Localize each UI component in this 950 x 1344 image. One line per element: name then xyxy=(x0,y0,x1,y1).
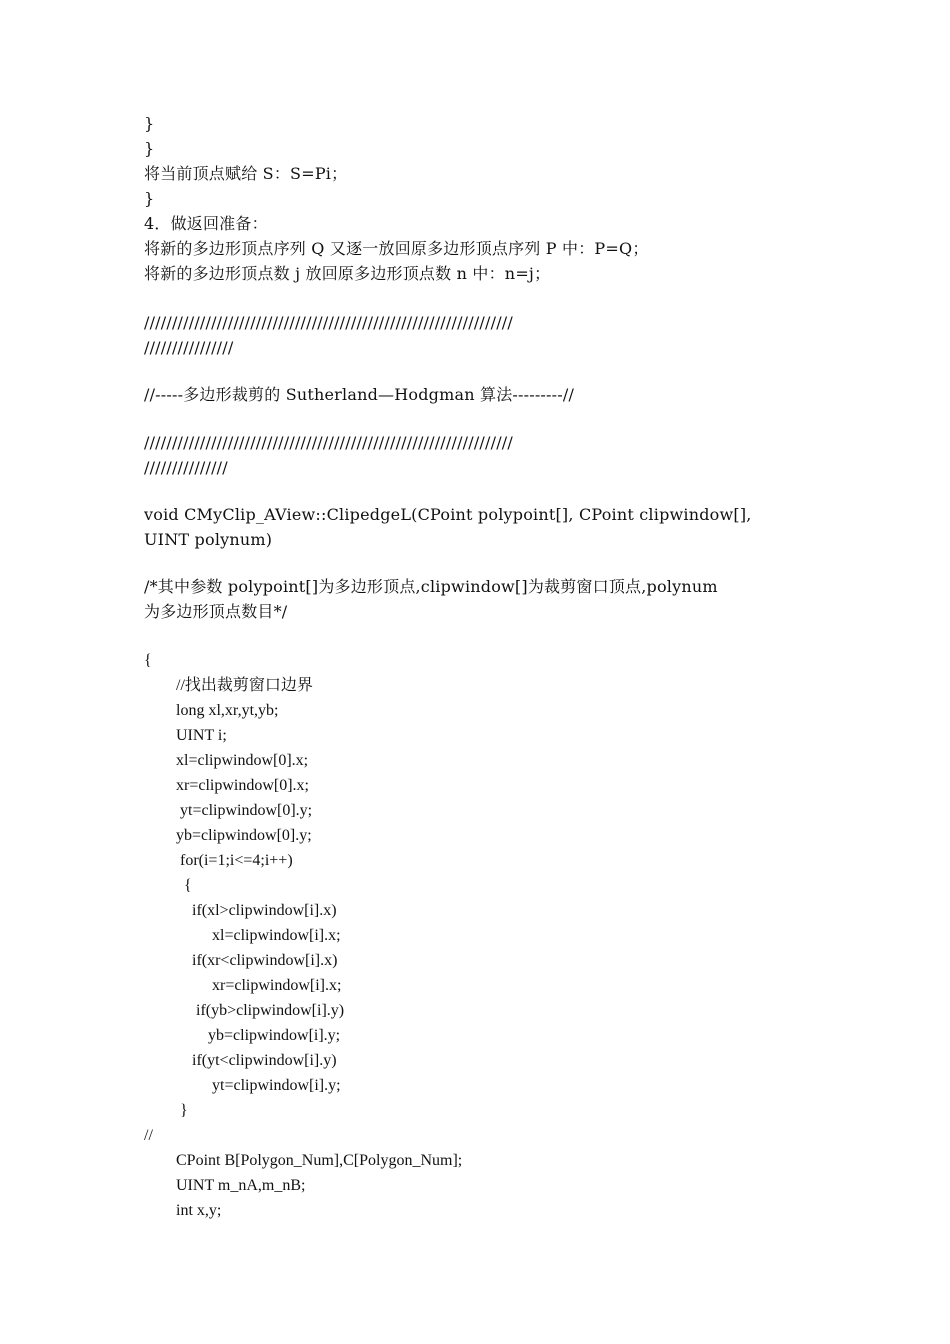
code-line: yb=clipwindow[0].y; xyxy=(144,827,312,844)
parameter-comment: 为多边形顶点数目*/ xyxy=(144,602,288,621)
code-line: yt=clipwindow[i].y; xyxy=(144,1077,341,1094)
code-line: { xyxy=(144,652,152,669)
code-line: xr=clipwindow[i].x; xyxy=(144,977,342,994)
separator-line: //////////////// xyxy=(144,338,234,357)
step4-line-2: 将新的多边形顶点数 j 放回原多边形顶点数 n 中：n=j； xyxy=(144,264,551,283)
parameter-comment: /*其中参数 polypoint[]为多边形顶点,clipwindow[]为裁剪窗口顶点,polynum xyxy=(144,577,718,596)
step4-line-1: 将新的多边形顶点序列 Q 又逐一放回原多边形顶点序列 P 中：P=Q； xyxy=(144,239,649,258)
step4-title: 4．做返回准备： xyxy=(144,214,268,233)
closing-brace: } xyxy=(144,139,155,158)
code-line: int x,y; xyxy=(144,1202,222,1219)
separator-line: /////////////// xyxy=(144,458,228,477)
code-line: CPoint B[Polygon_Num],C[Polygon_Num]; xyxy=(144,1152,463,1169)
code-line: yt=clipwindow[0].y; xyxy=(144,802,313,819)
separator-line: ////////////////////////////////////////////////////////////////// xyxy=(144,433,513,452)
separator-line: ////////////////////////////////////////////////////////////////// xyxy=(144,313,513,332)
code-line: { xyxy=(144,877,192,894)
code-line: long xl,xr,yt,yb; xyxy=(144,702,279,719)
code-line: //找出裁剪窗口边界 xyxy=(144,677,313,694)
code-line: if(xl>clipwindow[i].x) xyxy=(144,902,337,919)
code-line: } xyxy=(144,1102,188,1119)
section-title: //-----多边形裁剪的 Sutherland—Hodgman 算法---------// xyxy=(144,385,575,404)
code-line: UINT m_nA,m_nB; xyxy=(144,1177,306,1194)
code-line: xl=clipwindow[0].x; xyxy=(144,752,309,769)
function-signature: void CMyClip_AView::ClipedgeL(CPoint polypoint[], CPoint clipwindow[], xyxy=(144,505,752,524)
code-line: UINT i; xyxy=(144,727,227,744)
code-line: // xyxy=(144,1127,153,1144)
code-line: if(yb>clipwindow[i].y) xyxy=(144,1002,345,1019)
assign-s-line: 将当前顶点赋给 S：S=Pi； xyxy=(144,164,348,183)
code-line: yb=clipwindow[i].y; xyxy=(144,1027,341,1044)
code-line: xr=clipwindow[0].x; xyxy=(144,777,309,794)
code-line: xl=clipwindow[i].x; xyxy=(144,927,341,944)
code-line: if(xr<clipwindow[i].x) xyxy=(144,952,338,969)
function-signature: UINT polynum) xyxy=(144,530,273,549)
closing-brace: } xyxy=(144,189,155,208)
code-line: for(i=1;i<=4;i++) xyxy=(144,852,293,869)
code-line: if(yt<clipwindow[i].y) xyxy=(144,1052,337,1069)
closing-brace: } xyxy=(144,114,155,133)
